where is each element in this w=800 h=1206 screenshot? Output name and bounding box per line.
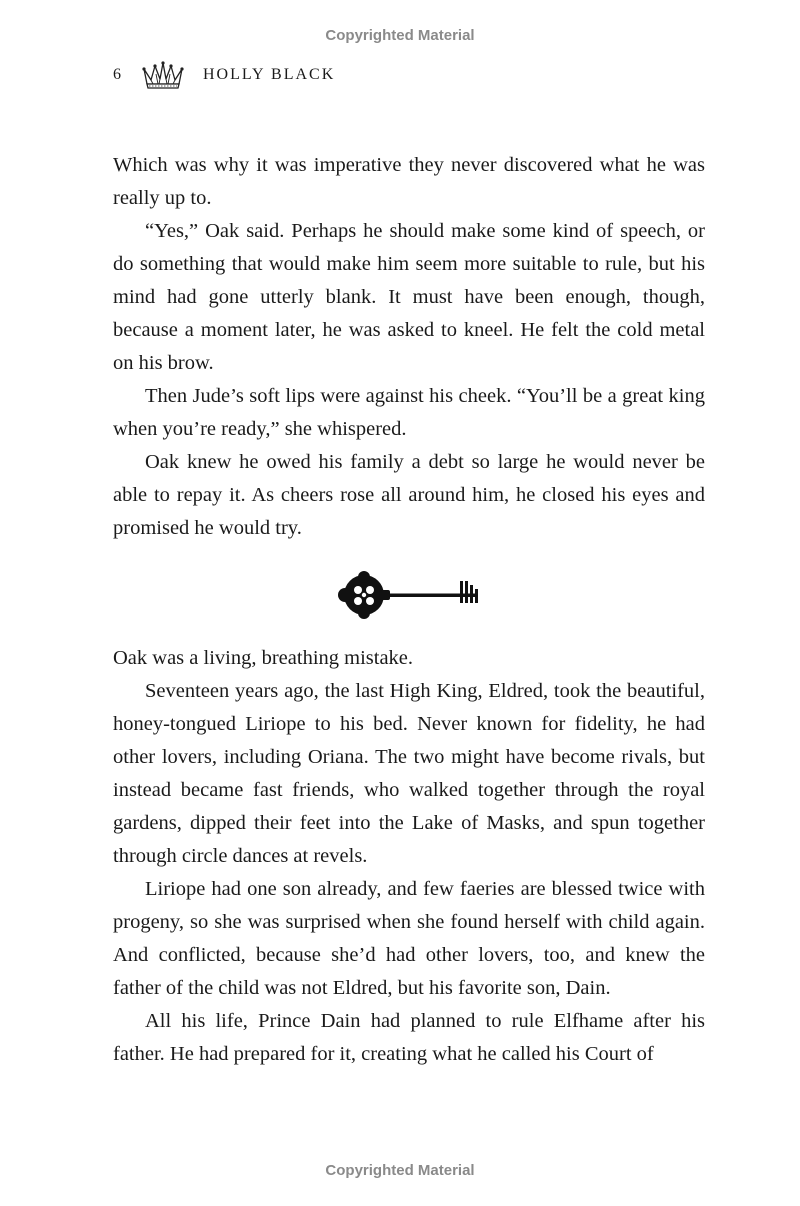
paragraph: Then Jude’s soft lips were against his cheek. “You’ll be a great king when you’re ready,” she whispered.: [113, 385, 705, 440]
text-section-2: [113, 642, 705, 1071]
paragraph: Seventeen years ago, the last High King, Eldred, took the beautiful, honey-tongued Liriope to his bed. Never known for fidelity, he had other lovers, including Oriana. The two might have become rivals, but instead became fast friends, who walked together through the royal gardens, dipped their feet into the Lake of Masks, and spun together through circle dances at revels.: [113, 680, 705, 867]
crown-icon: [141, 60, 185, 90]
page-number: 6: [113, 66, 121, 83]
paragraph: Which was why it was imperative they never discovered what he was really up to.: [113, 154, 705, 209]
author-name: HOLLY BLACK: [203, 66, 336, 83]
key-icon: [336, 568, 482, 620]
running-header: [113, 58, 335, 92]
watermark-top: Copyrighted Material: [325, 27, 475, 44]
text-section-1: [113, 149, 705, 545]
watermark-bottom: Copyrighted Material: [325, 1162, 475, 1179]
paragraph: All his life, Prince Dain had planned to rule Elfhame after his father. He had prepared for it, creating what he called his Court of: [113, 1010, 705, 1065]
paragraph: Oak knew he owed his family a debt so large he would never be able to repay it. As cheers rose all around him, he closed his eyes and promised he would try.: [113, 451, 705, 539]
paragraph: Liriope had one son already, and few faeries are blessed twice with progeny, so she was surprised when she found herself with child again. And conflicted, because she’d had other lovers, too, and knew the father of the child was not Eldred, but his favorite son, Dain.: [113, 878, 705, 999]
paragraph: “Yes,” Oak said. Perhaps he should make some kind of speech, or do something that would make him seem more suitable to rule, but his mind had gone utterly blank. It must have been enough, though, because a moment later, he was asked to kneel. He felt the cold metal on his brow.: [113, 220, 705, 374]
paragraph: Oak was a living, breathing mistake.: [113, 647, 414, 669]
